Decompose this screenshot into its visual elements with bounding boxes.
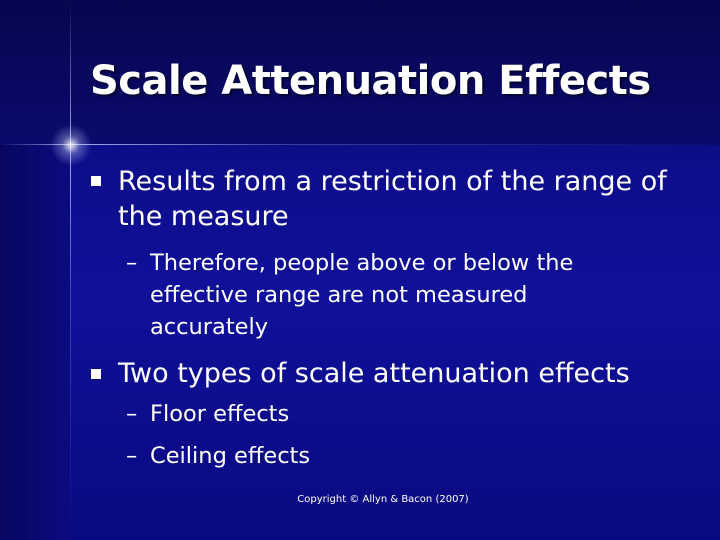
bullet-text: Two types of scale attenuation effects [118,358,630,389]
bullet-marker-icon [91,369,101,379]
sub-bullet-dash: – [126,401,138,427]
sub-bullet-text: Floor effects [150,401,290,427]
sub-bullet-text: Ceiling effects [150,443,311,469]
copyright-footer: Copyright © Allyn & Bacon (2007) [297,494,469,505]
sub-bullet-text: Therefore, people above or below the effective range are not measured accurately [150,250,574,340]
bullet-marker-icon [91,176,101,186]
decorative-vertical-line [70,0,71,540]
sub-bullet-dash: – [126,250,138,276]
bullet-text: Results from a restriction of the range of the measure [118,166,667,232]
decorative-horizontal-line [0,144,720,145]
decorative-glow [50,124,92,166]
slide-title: Scale Attenuation Effects [90,58,651,104]
left-band [0,145,70,540]
sub-bullet-dash: – [126,443,138,469]
